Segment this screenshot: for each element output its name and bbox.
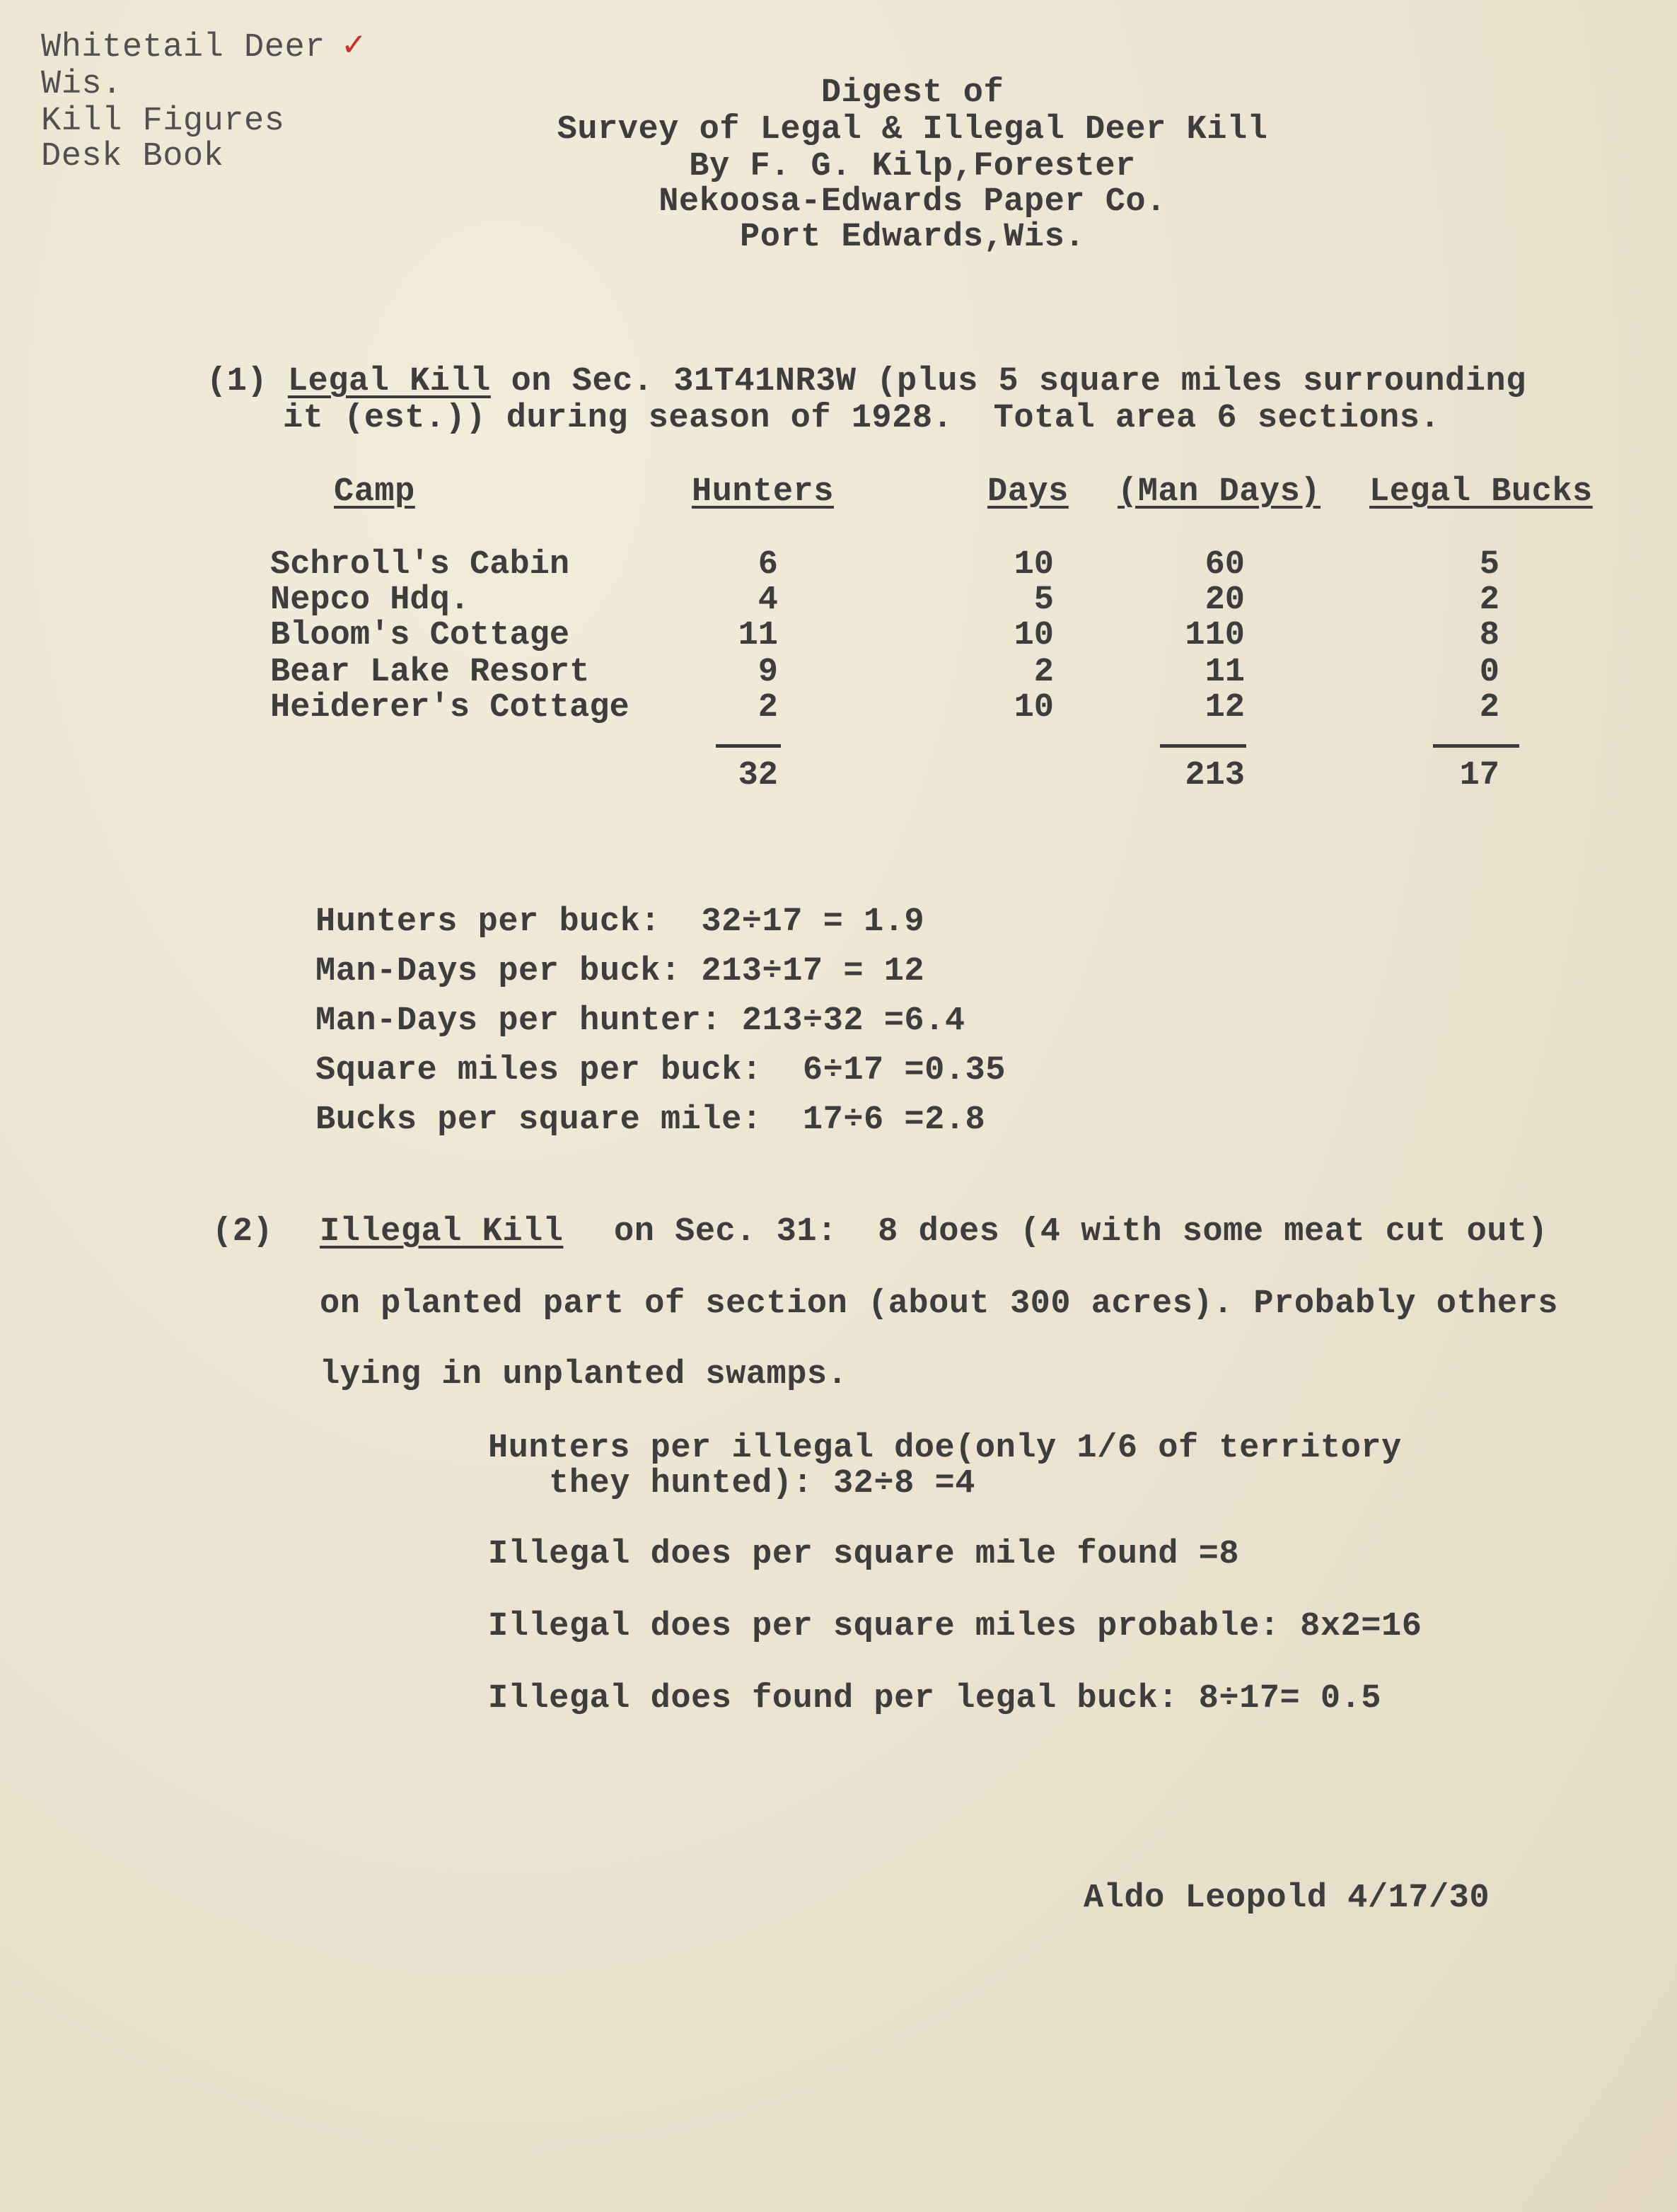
header-line-1: Digest of — [820, 74, 1004, 112]
ratio-man-days-per-hunter: Man-Days per hunter: 213÷32 =6.4 — [315, 1002, 965, 1040]
days-value: 10 — [1014, 689, 1054, 726]
legal-bucks-value: 8 — [1479, 617, 1499, 654]
hunters-value: 6 — [758, 546, 778, 584]
camp-name: Heiderer's Cottage — [270, 689, 629, 726]
camp-name: Nepco Hdq. — [270, 581, 470, 619]
total-rule-man-days — [1160, 744, 1246, 748]
ratio-hunters-per-illegal-doe: Hunters per illegal doe(only 1/6 of territory — [488, 1430, 1402, 1467]
camp-name: Bear Lake Resort — [270, 654, 590, 691]
section1-line1-rest: on Sec. 31T41NR3W (plus 5 square miles surrounding — [490, 363, 1526, 400]
file-label-topic: Kill Figures — [41, 103, 285, 140]
total-legal-bucks: 17 — [1459, 757, 1499, 794]
days-value: 2 — [1033, 654, 1054, 691]
hunters-value: 2 — [758, 689, 778, 726]
ratio-hunters-per-illegal-doe-cont: they hunted): 32÷8 =4 — [488, 1465, 975, 1502]
ratio-hunters-per-buck: Hunters per buck: 32÷17 = 1.9 — [315, 903, 925, 941]
man-days-value: 20 — [1205, 581, 1245, 619]
signature-line: Aldo Leopold 4/17/30 — [1084, 1880, 1490, 1917]
total-rule-hunters — [716, 744, 781, 748]
section2-line3: lying in unplanted swamps. — [320, 1356, 848, 1394]
days-value: 10 — [1014, 617, 1054, 654]
legal-bucks-value: 2 — [1479, 689, 1499, 726]
section2-line2: on planted part of section (about 300 acres). Probably others — [320, 1285, 1558, 1323]
ratio-man-days-per-buck: Man-Days per buck: 213÷17 = 12 — [315, 953, 925, 990]
col-header-man-days: (Man Days) — [1118, 473, 1321, 511]
total-man-days: 213 — [1185, 757, 1245, 794]
section1-intro — [207, 364, 1526, 400]
man-days-value: 12 — [1205, 689, 1245, 726]
hunters-value: 4 — [758, 581, 778, 619]
hunters-value: 11 — [738, 617, 778, 654]
ratio-illegal-does-per-legal-buck: Illegal does found per legal buck: 8÷17= 0.5 — [488, 1680, 1382, 1718]
header-line-5: Port Edwards,Wis. — [740, 219, 1085, 256]
legal-bucks-value: 2 — [1479, 581, 1499, 619]
section1-line2: it (est.)) during season of 1928. Total area 6 sections. — [283, 400, 1441, 437]
camp-name: Bloom's Cottage — [270, 617, 570, 654]
days-value: 10 — [1014, 546, 1054, 584]
section2-line1-rest: on Sec. 31: 8 does (4 with some meat cut out) — [614, 1213, 1548, 1251]
ratio-bucks-per-square-mile: Bucks per square mile: 17÷6 =2.8 — [315, 1101, 986, 1139]
ratio-illegal-does-probable: Illegal does per square miles probable: 8x2=16 — [488, 1608, 1422, 1645]
man-days-value: 60 — [1205, 546, 1245, 584]
man-days-value: 110 — [1185, 617, 1245, 654]
col-header-hunters: Hunters — [692, 473, 834, 511]
total-hunters: 32 — [738, 757, 778, 794]
camp-name: Schroll's Cabin — [270, 546, 570, 584]
man-days-value: 11 — [1205, 654, 1245, 691]
section1-heading: Legal Kill — [287, 363, 491, 400]
header-line-3: By F. G. Kilp,Forester — [689, 148, 1136, 185]
check-mark-icon: ✓ — [341, 27, 367, 63]
col-header-camp: Camp — [334, 473, 415, 511]
file-label-location: Desk Book — [41, 138, 224, 175]
col-header-days: Days — [987, 473, 1069, 511]
legal-bucks-value: 0 — [1479, 654, 1499, 691]
file-label-subject: Whitetail Deer — [41, 29, 325, 66]
header-line-2: Survey of Legal & Illegal Deer Kill — [557, 111, 1268, 149]
col-header-legal-bucks: Legal Bucks — [1369, 473, 1593, 511]
section2-heading: Illegal Kill — [320, 1213, 564, 1251]
section2-number: (2) — [212, 1213, 274, 1251]
ratio-illegal-does-found: Illegal does per square mile found =8 — [488, 1536, 1240, 1573]
section1-number: (1) — [207, 363, 268, 400]
file-label-state: Wis. — [41, 66, 122, 103]
legal-bucks-value: 5 — [1479, 546, 1499, 584]
header-line-4: Nekoosa-Edwards Paper Co. — [658, 183, 1166, 221]
total-rule-legal-bucks — [1433, 744, 1519, 748]
ratio-square-miles-per-buck: Square miles per buck: 6÷17 =0.35 — [315, 1052, 1006, 1089]
hunters-value: 9 — [758, 654, 778, 691]
days-value: 5 — [1033, 581, 1054, 619]
